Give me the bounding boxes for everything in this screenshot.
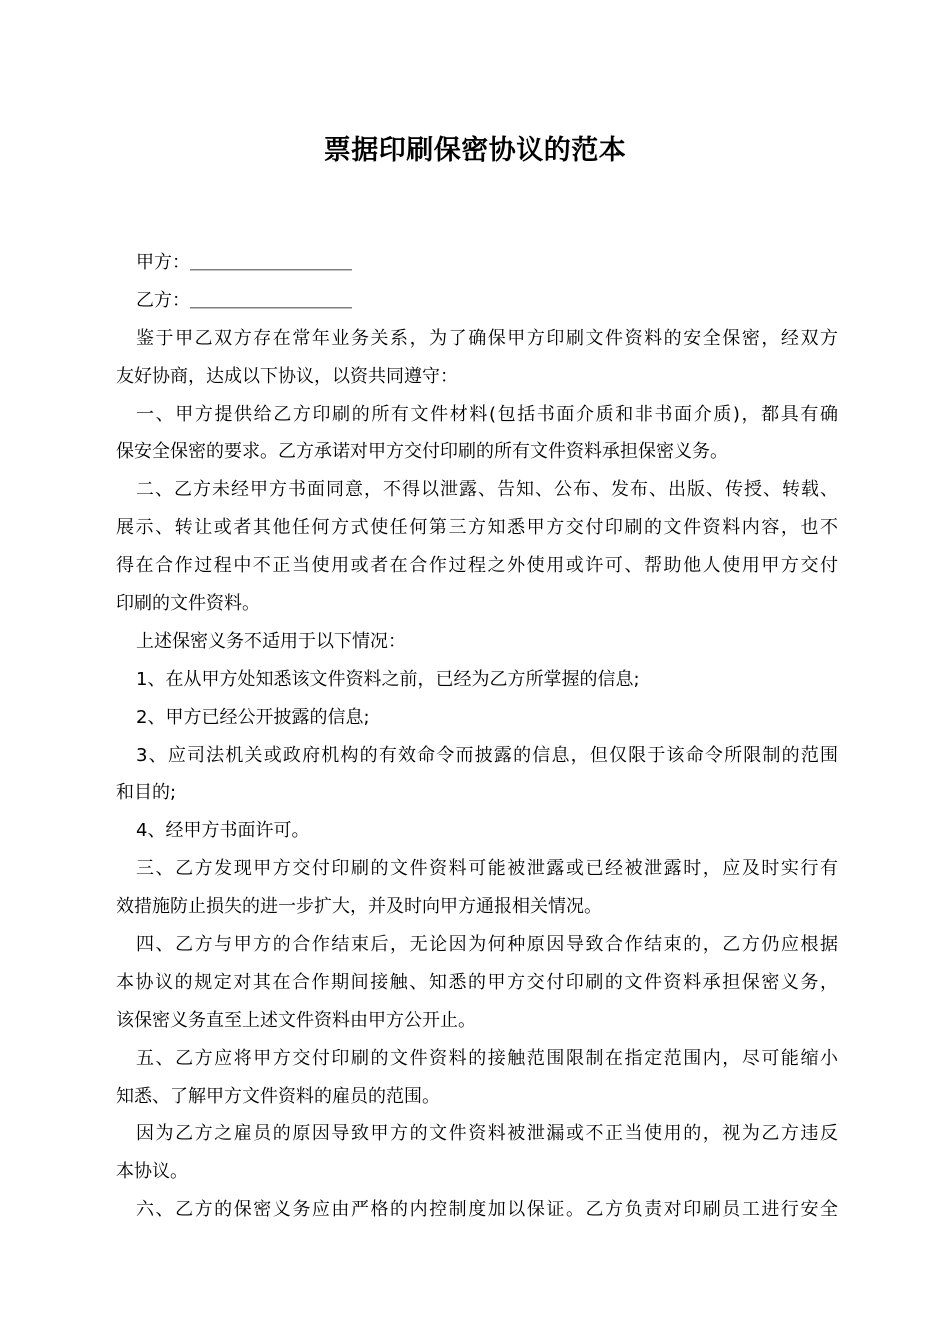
- list-item: 1、在从甲方处知悉该文件资料之前，已经为乙方所掌握的信息;: [136, 668, 640, 690]
- paragraph-line: 效措施防止损失的进一步扩大，并及时向甲方通报相关情况。: [116, 896, 602, 918]
- paragraph-line: 上述保密义务不适用于以下情况：: [136, 630, 406, 652]
- paragraph-line: 得在合作过程中不正当使用或者在合作过程之外使用或许可、帮助他人使用甲方交付: [116, 555, 838, 577]
- paragraph-line: 印刷的文件资料。: [116, 593, 260, 615]
- document-title: 票据印刷保密协议的范本: [323, 135, 627, 166]
- paragraph-line: 因为乙方之雇员的原因导致甲方的文件资料被泄漏或不正当使用的，视为乙方违反: [136, 1123, 838, 1145]
- list-item: 2、甲方已经公开披露的信息;: [136, 706, 370, 728]
- paragraph-line: 鉴于甲乙双方存在常年业务关系，为了确保甲方印刷文件资料的安全保密，经双方: [136, 327, 838, 349]
- list-item: 3、应司法机关或政府机构的有效命令而披露的信息，但仅限于该命令所限制的范围: [136, 744, 838, 766]
- paragraph-line: 知悉、了解甲方文件资料的雇员的范围。: [116, 1085, 440, 1107]
- paragraph-line: 本协议。: [116, 1161, 188, 1183]
- paragraph-line: 六、乙方的保密义务应由严格的内控制度加以保证。乙方负责对印刷员工进行安全: [136, 1199, 838, 1221]
- paragraph-line: 本协议的规定对其在合作期间接触、知悉的甲方交付印刷的文件资料承担保密义务，: [116, 971, 838, 993]
- list-item: 4、经甲方书面许可。: [136, 820, 310, 842]
- list-item: 和目的;: [116, 782, 177, 804]
- paragraph-line: 友好协商，达成以下协议，以资共同遵守：: [116, 365, 458, 387]
- paragraph-line: 保安全保密的要求。乙方承诺对甲方交付印刷的所有文件资料承担保密义务。: [116, 441, 728, 463]
- paragraph-line: 五、乙方应将甲方交付印刷的文件资料的接触范围限制在指定范围内，尽可能缩小: [136, 1047, 838, 1069]
- paragraph-line: 二、乙方未经甲方书面同意，不得以泄露、告知、公布、发布、出版、传授、转载、: [136, 479, 838, 501]
- paragraph-line: 一、甲方提供给乙方印刷的所有文件材料(包括书面介质和非书面介质)，都具有确: [136, 403, 838, 425]
- paragraph-line: 该保密义务直至上述文件资料由甲方公开止。: [116, 1009, 476, 1031]
- party-a-line: 甲方：＿＿＿＿＿＿＿＿＿: [136, 252, 352, 273]
- paragraph-line: 展示、转让或者其他任何方式使任何第三方知悉甲方交付印刷的文件资料内容，也不: [116, 517, 838, 539]
- paragraph-line: 四、乙方与甲方的合作结束后，无论因为何种原因导致合作结束的，乙方仍应根据: [136, 934, 838, 956]
- paragraph-line: 三、乙方发现甲方交付印刷的文件资料可能被泄露或已经被泄露时，应及时实行有: [136, 858, 838, 880]
- document-body: [116, 244, 838, 1229]
- party-b-line: 乙方：＿＿＿＿＿＿＿＿＿: [136, 289, 352, 311]
